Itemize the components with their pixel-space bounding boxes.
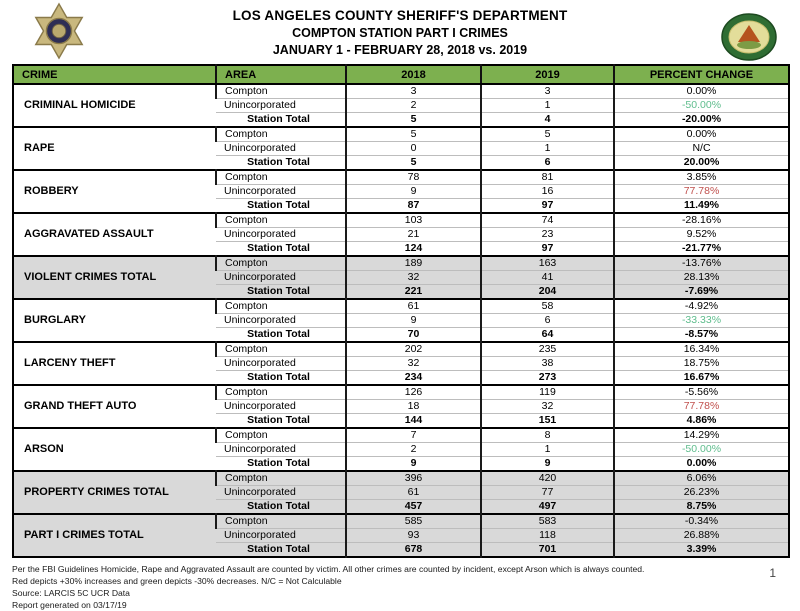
crime-name-cell: CRIMINAL HOMICIDE <box>24 99 136 111</box>
percent-change-cell: -5.56% <box>614 385 789 400</box>
crime-section <box>13 385 789 428</box>
value-2019-cell: 3 <box>481 84 614 99</box>
crime-section <box>13 127 789 170</box>
table-row <box>13 170 789 185</box>
percent-change-cell: 9.52% <box>614 228 789 242</box>
area-cell: Unincorporated <box>216 185 346 199</box>
percent-change-cell: -0.34% <box>614 514 789 529</box>
percent-change-cell: -50.00% <box>614 99 789 113</box>
crime-name-cell: VIOLENT CRIMES TOTAL <box>13 256 216 299</box>
column-header-2019: 2019 <box>481 65 614 84</box>
area-cell: Station Total <box>216 500 346 515</box>
column-header-crime: CRIME <box>13 65 216 84</box>
crime-name-cell: RAPE <box>24 142 55 154</box>
area-cell: Compton <box>216 428 346 443</box>
crime-section <box>13 170 789 213</box>
value-2019-cell: 163 <box>481 256 614 271</box>
value-2019-cell: 16 <box>481 185 614 199</box>
value-2018-cell: 585 <box>346 514 481 529</box>
footer-note-legend: Red depicts +30% increases and green depicts -30% decreases. N/C = Not Calculable <box>12 576 342 586</box>
value-2018-cell: 7 <box>346 428 481 443</box>
area-cell: Unincorporated <box>216 486 346 500</box>
column-header-percent-change: PERCENT CHANGE <box>614 65 789 84</box>
value-2019-cell: 32 <box>481 400 614 414</box>
table-row <box>13 299 789 314</box>
percent-change-cell: -13.76% <box>614 256 789 271</box>
value-2019-cell: 151 <box>481 414 614 429</box>
area-cell: Station Total <box>216 285 346 300</box>
county-seal-icon <box>720 12 778 62</box>
value-2019-cell: 81 <box>481 170 614 185</box>
table-row <box>13 514 789 529</box>
crime-section <box>13 514 789 557</box>
value-2018-cell: 5 <box>346 113 481 128</box>
percent-change-cell: 77.78% <box>614 185 789 199</box>
percent-change-cell: 26.23% <box>614 486 789 500</box>
value-2019-cell: 420 <box>481 471 614 486</box>
value-2018-cell: 678 <box>346 543 481 558</box>
area-cell: Compton <box>216 170 346 185</box>
crime-name-cell: ROBBERY <box>24 185 79 197</box>
area-cell: Unincorporated <box>216 142 346 156</box>
percent-change-cell: 0.00% <box>614 127 789 142</box>
report-title-line3: JANUARY 1 - FEBRUARY 28, 2018 vs. 2019 <box>272 43 528 57</box>
percent-change-cell: -21.77% <box>614 242 789 257</box>
value-2018-cell: 234 <box>346 371 481 386</box>
page-number: 1 <box>769 566 776 580</box>
area-cell: Compton <box>216 471 346 486</box>
value-2018-cell: 3 <box>346 84 481 99</box>
value-2019-cell: 5 <box>481 127 614 142</box>
area-cell: Unincorporated <box>216 357 346 371</box>
value-2018-cell: 70 <box>346 328 481 343</box>
table-row <box>13 256 789 271</box>
value-2018-cell: 32 <box>346 357 481 371</box>
value-2019-cell: 701 <box>481 543 614 558</box>
area-cell: Unincorporated <box>216 443 346 457</box>
value-2019-cell: 583 <box>481 514 614 529</box>
value-2019-cell: 9 <box>481 457 614 472</box>
area-cell: Compton <box>216 127 346 142</box>
area-cell: Unincorporated <box>216 228 346 242</box>
area-cell: Station Total <box>216 414 346 429</box>
crime-section <box>13 299 789 342</box>
percent-change-cell: 11.49% <box>614 199 789 214</box>
percent-change-cell: 0.00% <box>614 457 789 472</box>
value-2018-cell: 221 <box>346 285 481 300</box>
value-2018-cell: 0 <box>346 142 481 156</box>
value-2018-cell: 396 <box>346 471 481 486</box>
crime-section <box>13 84 789 127</box>
crime-name-cell: LARCENY THEFT <box>24 357 116 369</box>
percent-change-cell: -28.16% <box>614 213 789 228</box>
value-2019-cell: 64 <box>481 328 614 343</box>
crime-name-cell: AGGRAVATED ASSAULT <box>24 228 154 240</box>
table-header-row <box>13 65 789 84</box>
value-2019-cell: 1 <box>481 99 614 113</box>
value-2019-cell: 38 <box>481 357 614 371</box>
area-cell: Station Total <box>216 113 346 128</box>
area-cell: Compton <box>216 385 346 400</box>
report-titles <box>0 8 800 57</box>
value-2018-cell: 2 <box>346 99 481 113</box>
value-2019-cell: 97 <box>481 242 614 257</box>
table-row <box>13 471 789 486</box>
percent-change-cell: 16.67% <box>614 371 789 386</box>
value-2019-cell: 118 <box>481 529 614 543</box>
sheriff-star-icon <box>30 2 88 60</box>
value-2019-cell: 4 <box>481 113 614 128</box>
percent-change-cell: -50.00% <box>614 443 789 457</box>
percent-change-cell: -33.33% <box>614 314 789 328</box>
table-row <box>13 127 789 142</box>
value-2019-cell: 58 <box>481 299 614 314</box>
value-2018-cell: 93 <box>346 529 481 543</box>
area-cell: Station Total <box>216 457 346 472</box>
value-2019-cell: 204 <box>481 285 614 300</box>
footer-note-source: Source: LARCIS 5C UCR Data <box>12 588 130 598</box>
value-2018-cell: 9 <box>346 314 481 328</box>
percent-change-cell: 3.39% <box>614 543 789 558</box>
table-row <box>13 84 789 99</box>
percent-change-cell: -20.00% <box>614 113 789 128</box>
value-2019-cell: 41 <box>481 271 614 285</box>
area-cell: Unincorporated <box>216 99 346 113</box>
value-2019-cell: 1 <box>481 443 614 457</box>
crime-section <box>13 256 789 299</box>
area-cell: Compton <box>216 84 346 99</box>
value-2019-cell: 23 <box>481 228 614 242</box>
value-2018-cell: 126 <box>346 385 481 400</box>
column-header-2018: 2018 <box>346 65 481 84</box>
area-cell: Station Total <box>216 371 346 386</box>
crime-section <box>13 471 789 514</box>
value-2018-cell: 78 <box>346 170 481 185</box>
percent-change-cell: 4.86% <box>614 414 789 429</box>
area-cell: Unincorporated <box>216 400 346 414</box>
value-2018-cell: 87 <box>346 199 481 214</box>
value-2018-cell: 144 <box>346 414 481 429</box>
value-2019-cell: 74 <box>481 213 614 228</box>
value-2019-cell: 6 <box>481 314 614 328</box>
area-cell: Unincorporated <box>216 271 346 285</box>
footer-note-generated: Report generated on 03/17/19 <box>12 600 127 610</box>
crime-section <box>13 213 789 256</box>
crime-name-cell: PART I CRIMES TOTAL <box>13 514 216 557</box>
percent-change-cell: 26.88% <box>614 529 789 543</box>
area-cell: Station Total <box>216 242 346 257</box>
percent-change-cell: -4.92% <box>614 299 789 314</box>
percent-change-cell: -7.69% <box>614 285 789 300</box>
percent-change-cell: 16.34% <box>614 342 789 357</box>
crime-name-cell: ARSON <box>24 443 64 455</box>
percent-change-cell: 6.06% <box>614 471 789 486</box>
value-2019-cell: 273 <box>481 371 614 386</box>
percent-change-cell: N/C <box>614 142 789 156</box>
area-cell: Station Total <box>216 543 346 558</box>
value-2019-cell: 119 <box>481 385 614 400</box>
area-cell: Station Total <box>216 328 346 343</box>
value-2018-cell: 18 <box>346 400 481 414</box>
value-2018-cell: 61 <box>346 486 481 500</box>
area-cell: Compton <box>216 213 346 228</box>
value-2019-cell: 8 <box>481 428 614 443</box>
value-2018-cell: 124 <box>346 242 481 257</box>
area-cell: Compton <box>216 299 346 314</box>
value-2019-cell: 497 <box>481 500 614 515</box>
value-2018-cell: 457 <box>346 500 481 515</box>
area-cell: Unincorporated <box>216 314 346 328</box>
value-2018-cell: 32 <box>346 271 481 285</box>
value-2018-cell: 2 <box>346 443 481 457</box>
value-2019-cell: 1 <box>481 142 614 156</box>
value-2019-cell: 97 <box>481 199 614 214</box>
value-2018-cell: 5 <box>346 156 481 171</box>
percent-change-cell: 18.75% <box>614 357 789 371</box>
report-title-line1: LOS ANGELES COUNTY SHERIFF'S DEPARTMENT <box>232 8 568 23</box>
percent-change-cell: 3.85% <box>614 170 789 185</box>
footer-note-guidelines: Per the FBI Guidelines Homicide, Rape and Aggravated Assault are counted by victim. All other crimes are counted by incident, except Arson which is always counted. <box>12 564 645 574</box>
value-2019-cell: 235 <box>481 342 614 357</box>
area-cell: Unincorporated <box>216 529 346 543</box>
crime-name-cell: GRAND THEFT AUTO <box>24 400 137 412</box>
value-2018-cell: 9 <box>346 185 481 199</box>
percent-change-cell: -8.57% <box>614 328 789 343</box>
column-header-area: AREA <box>216 65 346 84</box>
percent-change-cell: 77.78% <box>614 400 789 414</box>
crime-name-cell: BURGLARY <box>24 314 86 326</box>
value-2018-cell: 21 <box>346 228 481 242</box>
value-2019-cell: 77 <box>481 486 614 500</box>
percent-change-cell: 14.29% <box>614 428 789 443</box>
crime-name-cell: PROPERTY CRIMES TOTAL <box>13 471 216 514</box>
percent-change-cell: 28.13% <box>614 271 789 285</box>
table-row <box>13 385 789 400</box>
value-2018-cell: 5 <box>346 127 481 142</box>
table-row <box>13 213 789 228</box>
report-header <box>0 0 800 62</box>
value-2018-cell: 189 <box>346 256 481 271</box>
percent-change-cell: 8.75% <box>614 500 789 515</box>
value-2018-cell: 103 <box>346 213 481 228</box>
area-cell: Station Total <box>216 156 346 171</box>
area-cell: Compton <box>216 514 346 529</box>
area-cell: Compton <box>216 256 346 271</box>
table-row <box>13 428 789 443</box>
value-2018-cell: 61 <box>346 299 481 314</box>
percent-change-cell: 20.00% <box>614 156 789 171</box>
value-2019-cell: 6 <box>481 156 614 171</box>
report-title-line2: COMPTON STATION PART I CRIMES <box>292 26 508 40</box>
crime-section <box>13 342 789 385</box>
crime-stats-table <box>12 64 790 558</box>
percent-change-cell: 0.00% <box>614 84 789 99</box>
footer-notes <box>12 563 800 611</box>
table-row <box>13 342 789 357</box>
value-2018-cell: 202 <box>346 342 481 357</box>
area-cell: Station Total <box>216 199 346 214</box>
crime-section <box>13 428 789 471</box>
area-cell: Compton <box>216 342 346 357</box>
value-2018-cell: 9 <box>346 457 481 472</box>
